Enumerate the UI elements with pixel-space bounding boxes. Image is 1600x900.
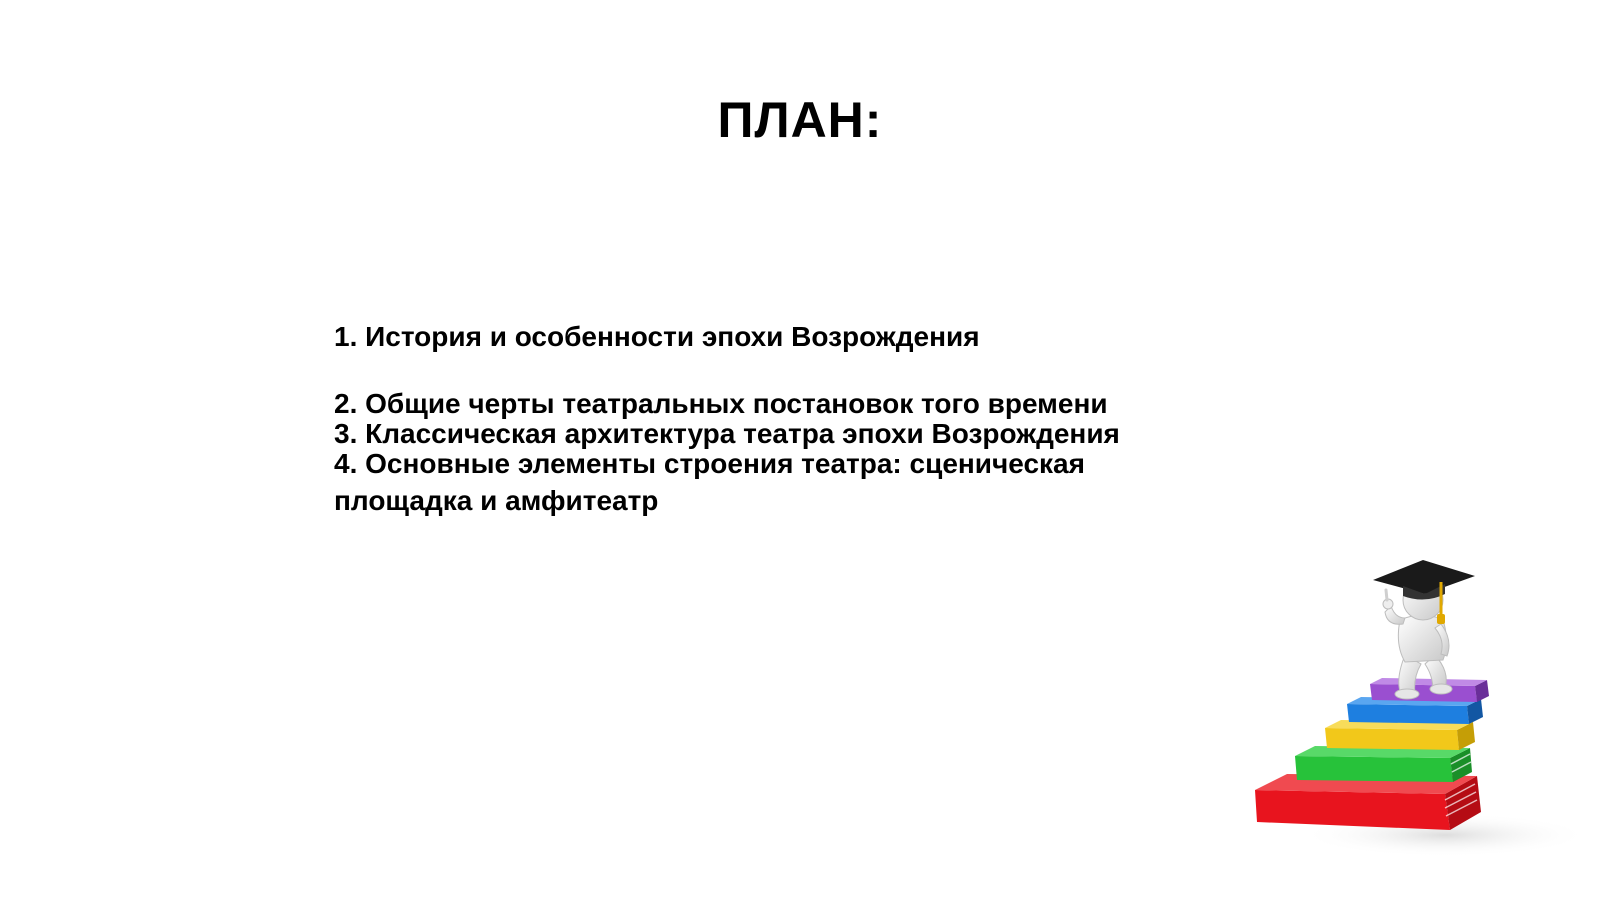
book-purple: [1370, 678, 1489, 702]
plan-item-3: 3. Классическая архитектура театра эпохи Возрождения: [334, 418, 1120, 449]
graduate-on-books-illustration: [1245, 560, 1585, 860]
book-red: [1255, 774, 1481, 830]
plan-item-4: 4. Основные элементы строения театра: сценическая площадка и амфитеатр: [334, 448, 1085, 516]
slide-title: ПЛАН:: [717, 92, 883, 148]
plan-list: [334, 318, 1194, 519]
plan-item-2: 2. Общие черты театральных постановок того времени: [334, 388, 1108, 419]
plan-item-1: 1. История и особенности эпохи Возрождения: [334, 321, 980, 352]
book-yellow: [1325, 720, 1475, 750]
book-green: [1295, 746, 1472, 782]
